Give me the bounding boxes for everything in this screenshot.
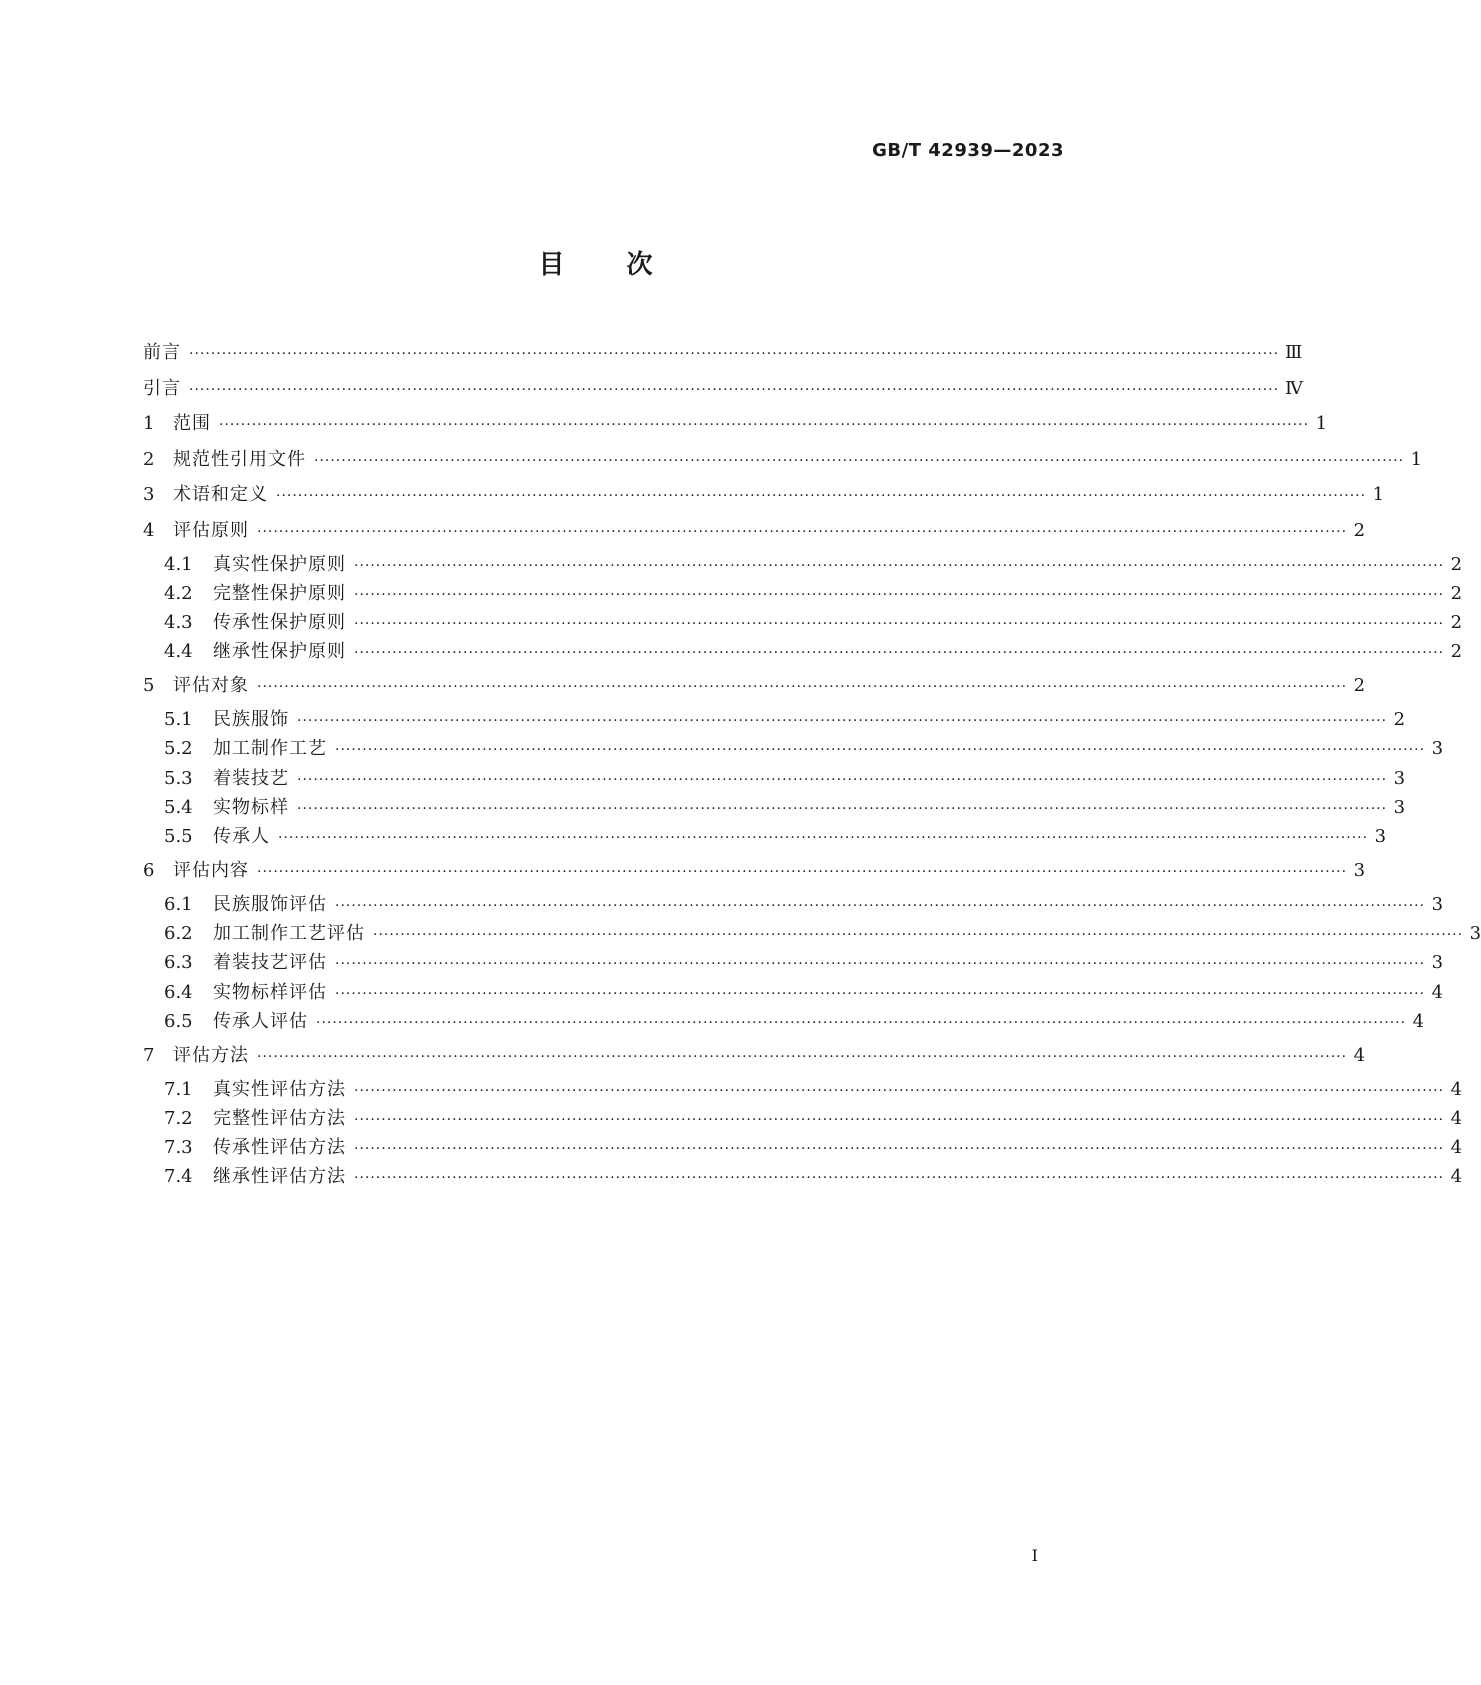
- toc-entry-page: 3: [1374, 825, 1387, 847]
- toc-entry-page: 1: [1315, 413, 1328, 434]
- toc-dot-leader: ········································································································································································································: [189, 346, 1280, 362]
- toc-entry-label: 民族服饰评估: [213, 893, 327, 915]
- toc-entry[interactable]: [143, 923, 1481, 945]
- toc-entry-page: 2: [1450, 582, 1463, 604]
- toc-entry-number: 2: [143, 448, 155, 470]
- toc-entry-number: 7.4: [164, 1166, 193, 1188]
- toc-entry[interactable]: [143, 981, 1444, 1004]
- toc-dot-leader: ········································································································································································································: [354, 1111, 1445, 1128]
- toc-entry-page: 3: [1431, 738, 1444, 760]
- toc-entry-page: 2: [1450, 641, 1463, 663]
- toc-entry-label: 完整性评估方法: [213, 1107, 346, 1129]
- toc-entry[interactable]: [143, 611, 1463, 634]
- toc-dot-leader: ········································································································································································································: [354, 586, 1445, 603]
- toc-entry-page: 3: [1353, 859, 1366, 881]
- toc-entry[interactable]: [143, 553, 1463, 576]
- toc-dot-leader: ········································································································································································································: [297, 800, 1388, 817]
- toc-entry-number: 6.2: [164, 923, 193, 945]
- toc-entry-label: 实物标样: [213, 796, 289, 818]
- toc-entry[interactable]: [143, 1010, 1425, 1033]
- toc-entry[interactable]: [143, 893, 1444, 916]
- toc-dot-leader: ········································································································································································································: [354, 1141, 1445, 1158]
- toc-title: 目次: [538, 250, 715, 280]
- toc-entry-page: 1: [1410, 448, 1423, 470]
- toc-entry-label: 民族服饰: [213, 709, 289, 731]
- toc-entry[interactable]: [143, 1107, 1463, 1130]
- toc-entry-label: 加工制作工艺: [213, 738, 327, 760]
- toc-entry-label: 着装技艺评估: [213, 952, 327, 974]
- toc-dot-leader: ········································································································································································································: [257, 863, 1348, 880]
- toc-entry-label: 传承性评估方法: [213, 1137, 346, 1159]
- toc-entry-label: 真实性评估方法: [213, 1078, 346, 1100]
- toc-entry-page: 1: [1372, 484, 1385, 505]
- toc-entry-page: 3: [1469, 923, 1481, 945]
- toc-dot-leader: ········································································································································································································: [314, 452, 1405, 469]
- toc-entry-number: 5.2: [164, 738, 193, 760]
- toc-entry-number: 6.5: [164, 1010, 193, 1032]
- page-number: I: [1031, 1546, 1038, 1565]
- toc-entry-number: 7: [143, 1044, 155, 1066]
- toc-entry[interactable]: [143, 1078, 1463, 1101]
- toc-dot-leader: ········································································································································································································: [335, 985, 1426, 1002]
- toc-entry-page: 2: [1393, 709, 1406, 731]
- toc-entry[interactable]: [143, 738, 1444, 760]
- toc-entry-page: 4: [1353, 1044, 1366, 1066]
- toc-entry[interactable]: [143, 641, 1463, 663]
- toc-entry-label: 前言: [143, 342, 181, 363]
- toc-entry-page: 2: [1353, 519, 1366, 541]
- toc-dot-leader: ········································································································································································································: [297, 771, 1388, 788]
- toc-entry-page: 3: [1431, 952, 1444, 974]
- toc-entry-label: 评估内容: [173, 859, 249, 881]
- toc-entry-page: 4: [1450, 1107, 1463, 1129]
- toc-dot-leader: ········································································································································································································: [257, 523, 1348, 540]
- toc-entry[interactable]: [143, 1137, 1463, 1159]
- toc-entry[interactable]: [143, 342, 1303, 364]
- toc-entry-number: 4.2: [164, 582, 193, 604]
- toc-entry-number: 6.4: [164, 981, 193, 1003]
- toc-entry-label: 传承性保护原则: [213, 611, 346, 633]
- toc-entry[interactable]: [143, 1166, 1463, 1188]
- toc-entry-number: 6.1: [164, 893, 193, 915]
- toc-entry-page: 4: [1431, 981, 1444, 1003]
- toc-entry[interactable]: [143, 413, 1328, 435]
- toc-dot-leader: ········································································································································································································: [257, 1048, 1348, 1065]
- toc-entry[interactable]: [143, 796, 1406, 819]
- toc-entry-label: 引言: [143, 377, 181, 399]
- toc-entry-page: Ⅳ: [1285, 377, 1304, 399]
- toc-entry-number: 5.1: [164, 709, 193, 731]
- toc-entry[interactable]: [143, 519, 1366, 542]
- toc-entry-number: 7.1: [164, 1078, 193, 1100]
- toc-entry-number: 7.2: [164, 1107, 193, 1129]
- toc-entry-page: 4: [1412, 1010, 1425, 1032]
- toc-entry-label: 评估原则: [173, 519, 249, 541]
- toc-entry-label: 实物标样评估: [213, 981, 327, 1003]
- toc-entry-label: 加工制作工艺评估: [213, 923, 365, 945]
- toc-entry-label: 规范性引用文件: [173, 448, 306, 470]
- toc-entry-page: 4: [1450, 1137, 1463, 1159]
- toc-dot-leader: ········································································································································································································: [189, 381, 1280, 398]
- toc-entry-page: 4: [1450, 1078, 1463, 1100]
- toc-entry-number: 7.3: [164, 1137, 193, 1159]
- toc-entry-label: 评估方法: [173, 1044, 249, 1066]
- toc-entry-label: 传承人评估: [213, 1010, 308, 1032]
- toc-entry-page: 3: [1393, 767, 1406, 789]
- toc-dot-leader: ········································································································································································································: [373, 927, 1464, 944]
- toc-entry-number: 1: [143, 413, 155, 434]
- toc-entry[interactable]: [143, 709, 1406, 731]
- toc-entry-page: 4: [1450, 1166, 1463, 1188]
- toc-dot-leader: ········································································································································································································: [219, 417, 1310, 433]
- toc-entry-label: 评估对象: [173, 675, 249, 697]
- toc-dot-leader: ········································································································································································································: [335, 956, 1426, 973]
- toc-entry-page: 2: [1450, 553, 1463, 575]
- toc-entry[interactable]: [143, 484, 1385, 506]
- toc-dot-leader: ········································································································································································································: [354, 615, 1445, 632]
- toc-entry-page: 2: [1353, 675, 1366, 697]
- toc-dot-leader: ········································································································································································································: [354, 557, 1445, 574]
- toc-entry-page: Ⅲ: [1285, 342, 1303, 363]
- toc-entry-label: 范围: [173, 413, 211, 434]
- toc-entry-number: 4.4: [164, 641, 193, 663]
- toc-entry-page: 3: [1431, 893, 1444, 915]
- toc-dot-leader: ········································································································································································································: [354, 1170, 1445, 1187]
- toc-entry[interactable]: [143, 859, 1366, 882]
- toc-entry-number: 4.3: [164, 611, 193, 633]
- toc-entry[interactable]: [143, 1044, 1366, 1067]
- toc-entry-label: 真实性保护原则: [213, 553, 346, 575]
- toc-entry-number: 4: [143, 519, 155, 541]
- toc-dot-leader: ········································································································································································································: [297, 713, 1388, 730]
- toc-entry-number: 6.3: [164, 952, 193, 974]
- toc-dot-leader: ········································································································································································································: [316, 1014, 1407, 1031]
- toc-entry-number: 6: [143, 859, 155, 881]
- toc-entry[interactable]: [143, 767, 1406, 790]
- toc-entry-number: 5.5: [164, 825, 193, 847]
- toc-dot-leader: ········································································································································································································: [276, 488, 1367, 504]
- toc-entry-page: 2: [1450, 611, 1463, 633]
- standard-code: GB/T 42939—2023: [872, 140, 1064, 161]
- toc-dot-leader: ········································································································································································································: [335, 742, 1426, 759]
- toc-entry-number: 5.4: [164, 796, 193, 818]
- toc-dot-leader: ········································································································································································································: [335, 897, 1426, 914]
- toc-entry-number: 5.3: [164, 767, 193, 789]
- toc-entry-label: 术语和定义: [173, 484, 268, 505]
- toc-dot-leader: ········································································································································································································: [278, 829, 1369, 846]
- toc-dot-leader: ········································································································································································································: [354, 1082, 1445, 1099]
- toc-entry-number: 3: [143, 484, 155, 505]
- toc-dot-leader: ········································································································································································································: [257, 679, 1348, 696]
- toc-entry-page: 3: [1393, 796, 1406, 818]
- toc-entry-number: 4.1: [164, 553, 193, 575]
- toc-entry-label: 传承人: [213, 825, 270, 847]
- toc-entry-label: 着装技艺: [213, 767, 289, 789]
- toc-entry-number: 5: [143, 675, 155, 697]
- toc-dot-leader: ········································································································································································································: [354, 645, 1445, 662]
- toc-entry[interactable]: [143, 825, 1387, 848]
- toc-entry[interactable]: [143, 448, 1423, 471]
- toc-entry[interactable]: [143, 377, 1304, 400]
- toc-entry[interactable]: [143, 582, 1463, 605]
- toc-entry[interactable]: [143, 952, 1444, 974]
- toc-entry-label: 继承性保护原则: [213, 641, 346, 663]
- toc-entry-label: 完整性保护原则: [213, 582, 346, 604]
- toc-entry[interactable]: [143, 675, 1366, 697]
- toc-entry-label: 继承性评估方法: [213, 1166, 346, 1188]
